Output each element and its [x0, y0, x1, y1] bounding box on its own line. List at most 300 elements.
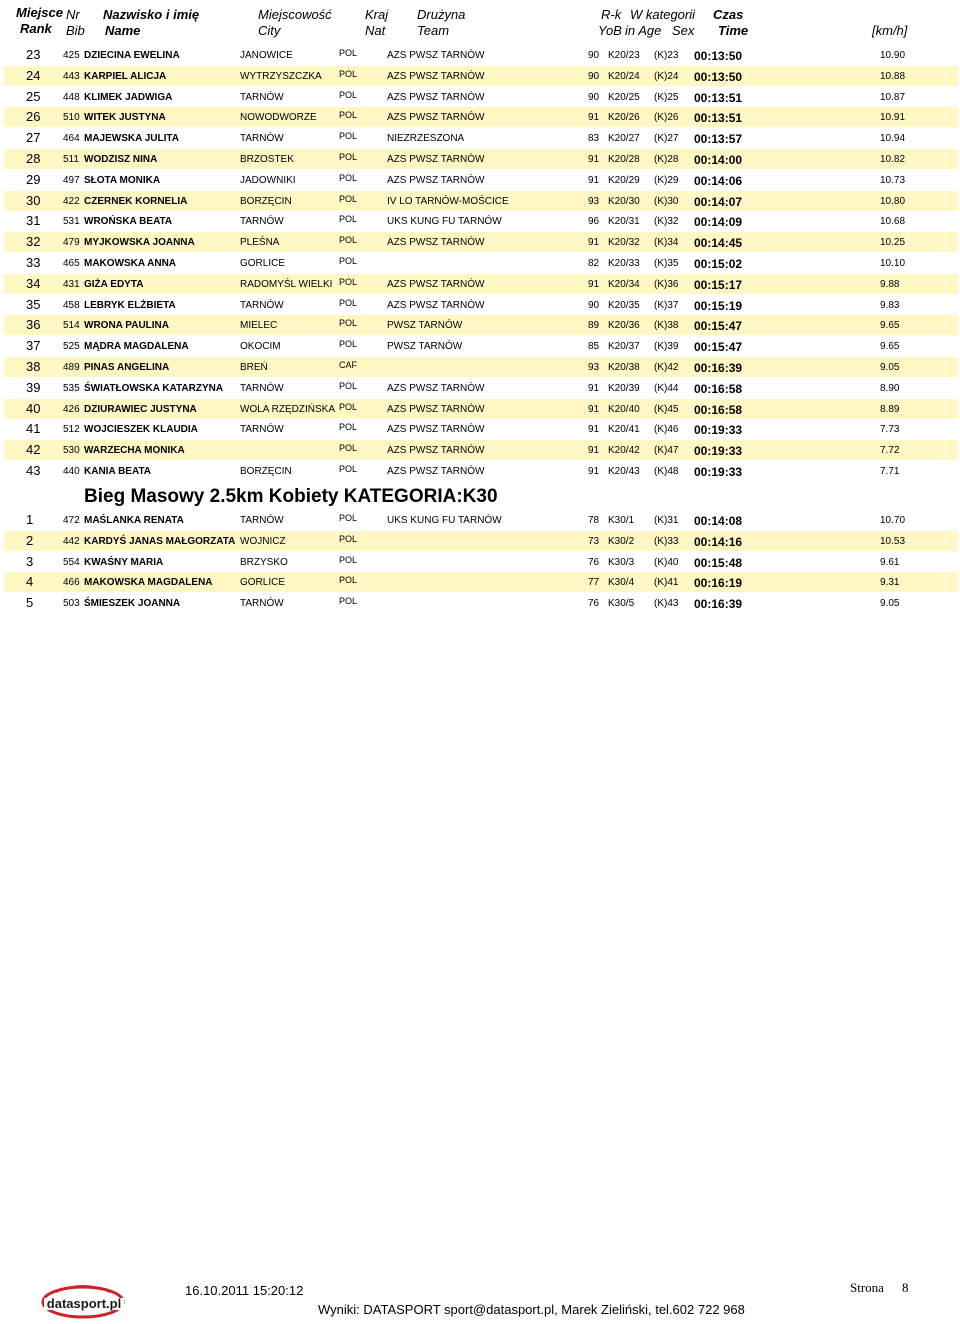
header-bib-en: Bib	[66, 23, 85, 38]
cell-pos: (K)43	[654, 598, 679, 610]
cell-rank: 27	[26, 130, 41, 146]
cell-pos: (K)42	[654, 362, 679, 373]
cell-yob: 90	[588, 50, 600, 61]
header-nat-en: Nat	[365, 23, 386, 38]
cell-yob: 91	[588, 424, 600, 436]
cell-team: AZS PWSZ TARNÓW	[387, 70, 485, 82]
cell-bib: 489	[63, 362, 80, 373]
cell-time: 00:16:39	[694, 361, 743, 375]
cell-time: 00:15:19	[694, 298, 743, 313]
cell-name: CZERNEK KORNELIA	[84, 195, 188, 207]
cell-cat: K30/2	[608, 535, 635, 547]
cell-nat: POL	[339, 443, 358, 454]
cell-time: 00:19:33	[694, 465, 743, 479]
cell-team: AZS PWSZ TARNÓW	[387, 445, 485, 457]
cell-team: AZS PWSZ TARNÓW	[387, 382, 485, 394]
cell-pos: (K)37	[654, 299, 679, 311]
cell-nat: POL	[339, 297, 358, 308]
cell-team: PWSZ TARNÓW	[387, 320, 463, 332]
cell-speed: 10.88	[880, 70, 906, 82]
cell-name: DZIURAWIEC JUSTYNA	[84, 403, 197, 415]
table-row	[4, 378, 958, 398]
cell-yob: 73	[588, 535, 600, 547]
cell-time: 00:13:51	[694, 111, 743, 126]
cell-time: 00:14:08	[694, 514, 743, 528]
cell-nat: POL	[339, 68, 358, 79]
cell-nat: POL	[339, 131, 358, 142]
cell-yob: 91	[588, 278, 600, 290]
cell-speed: 10.53	[880, 535, 906, 547]
cell-bib: 479	[63, 237, 80, 249]
cell-pos: (K)27	[654, 133, 679, 145]
cell-nat: POL	[339, 533, 358, 544]
cell-speed: 9.65	[880, 320, 900, 332]
cell-name: WARZECHA MONIKA	[84, 445, 185, 457]
cell-time: 00:16:58	[694, 381, 743, 396]
table-row	[4, 191, 958, 211]
cell-time: 00:15:47	[694, 319, 743, 334]
cell-team: IV LO TARNÓW-MOŚCICE	[387, 195, 509, 207]
cell-city: WOLA RZĘDZIŃSKA	[240, 403, 336, 415]
cell-rank: 3	[26, 553, 34, 569]
cell-bib: 442	[63, 535, 80, 547]
table-row	[4, 440, 958, 460]
cell-name: KARPIEL ALICJA	[84, 70, 167, 82]
header-city-en: City	[258, 23, 281, 38]
cell-nat: POL	[339, 214, 358, 225]
cell-rank: 2	[26, 532, 34, 548]
cell-pos: (K)28	[654, 154, 679, 165]
cell-pos: (K)35	[654, 258, 679, 269]
cell-cat: K20/36	[608, 320, 640, 332]
cell-speed: 7.71	[880, 466, 900, 477]
header-bib-pl: Nr	[66, 7, 80, 22]
cell-city: WYTRZYSZCZKA	[240, 70, 322, 82]
cell-city: BORZĘCIN	[240, 466, 292, 477]
cell-rank: 23	[26, 47, 41, 62]
cell-city: TARNÓW	[240, 299, 284, 311]
cell-rank: 42	[26, 442, 41, 458]
cell-yob: 76	[588, 598, 600, 610]
cell-cat: K30/3	[608, 556, 635, 568]
cell-yob: 91	[588, 403, 600, 415]
header-city-pl: Miejscowość	[258, 7, 332, 22]
cell-rank: 38	[26, 359, 41, 374]
table-row	[4, 149, 958, 169]
cell-nat: POL	[339, 339, 358, 350]
table-row	[4, 419, 958, 439]
cell-pos: (K)30	[654, 195, 679, 207]
cell-speed: 8.90	[880, 382, 900, 394]
cell-time: 00:14:00	[694, 153, 743, 167]
table-row	[4, 274, 958, 294]
svg-text:datasport.pl: datasport.pl	[46, 1296, 122, 1311]
table-row	[4, 45, 958, 65]
cell-name: ŚMIESZEK JOANNA	[84, 598, 181, 610]
cell-speed: 8.89	[880, 403, 900, 415]
header-team-pl: Drużyna	[417, 7, 466, 22]
cell-cat: K30/4	[608, 577, 635, 589]
cell-nat: POL	[339, 575, 358, 586]
cell-speed: 10.80	[880, 195, 906, 207]
header-cat-en-in: in Age	[625, 23, 662, 38]
cell-name: MAKOWSKA MAGDALENA	[84, 577, 213, 589]
cell-speed: 9.05	[880, 598, 900, 610]
cell-speed: 10.90	[880, 50, 906, 61]
cell-cat: K20/43	[608, 466, 640, 477]
cell-pos: (K)48	[654, 466, 679, 477]
cell-city: TARNÓW	[240, 382, 284, 394]
table-row	[4, 211, 958, 231]
cell-yob: 82	[588, 258, 600, 269]
cell-speed: 9.65	[880, 341, 900, 353]
cell-name: MAKOWSKA ANNA	[84, 258, 177, 269]
cell-pos: (K)45	[654, 403, 679, 415]
cell-cat: K20/24	[608, 70, 640, 82]
cell-team: UKS KUNG FU TARNÓW	[387, 216, 502, 228]
cell-name: LEBRYK ELŻBIETA	[84, 299, 176, 311]
cell-city: GORLICE	[240, 258, 286, 269]
cell-yob: 76	[588, 556, 600, 568]
cell-team: AZS PWSZ TARNÓW	[387, 112, 485, 124]
cell-time: 00:15:47	[694, 340, 743, 355]
cell-yob: 91	[588, 174, 600, 186]
cell-city: JANOWICE	[240, 50, 293, 61]
cell-nat: POL	[339, 48, 358, 58]
cell-pos: (K)24	[654, 70, 679, 82]
cell-city: TARNÓW	[240, 91, 284, 103]
cell-city: BRZOSTEK	[240, 154, 294, 165]
cell-nat: POL	[339, 152, 358, 162]
cell-name: WRONA PAULINA	[84, 320, 169, 332]
cell-bib: 422	[63, 195, 80, 207]
cell-rank: 33	[26, 255, 41, 270]
table-row	[4, 315, 958, 335]
cell-team: UKS KUNG FU TARNÓW	[387, 515, 502, 526]
cell-cat: K20/40	[608, 403, 640, 415]
cell-team: AZS PWSZ TARNÓW	[387, 237, 485, 249]
cell-rank: 5	[26, 595, 34, 611]
cell-speed: 9.83	[880, 299, 900, 311]
header-yob-en: YoB	[598, 23, 622, 38]
datasport-logo	[38, 1282, 128, 1320]
cell-time: 00:16:19	[694, 576, 743, 591]
cell-yob: 91	[588, 466, 600, 477]
cell-bib: 443	[63, 70, 80, 82]
page-label: Strona	[850, 1280, 884, 1295]
cell-team: AZS PWSZ TARNÓW	[387, 466, 485, 477]
column-header	[0, 0, 960, 42]
table-row	[4, 107, 958, 127]
cell-nat: POL	[339, 513, 358, 523]
cell-nat: POL	[339, 464, 358, 474]
cell-rank: 25	[26, 88, 41, 104]
cell-city: BORZĘCIN	[240, 195, 292, 207]
cell-nat: POL	[339, 554, 358, 565]
cell-yob: 91	[588, 445, 600, 457]
table-row	[4, 253, 958, 273]
table-row	[4, 128, 958, 148]
cell-bib: 458	[63, 299, 80, 311]
cell-bib: 497	[63, 174, 80, 186]
cell-rank: 41	[26, 421, 41, 437]
cell-name: WOJCIESZEK KLAUDIA	[84, 424, 198, 436]
cell-name: MĄDRA MAGDALENA	[84, 341, 189, 353]
cell-bib: 554	[63, 556, 80, 568]
cell-name: GIŻA EDYTA	[84, 278, 144, 290]
cell-bib: 425	[63, 50, 80, 61]
cell-speed: 10.10	[880, 258, 906, 269]
cell-cat: K20/26	[608, 112, 640, 124]
cell-rank: 24	[26, 67, 41, 83]
cell-team: AZS PWSZ TARNÓW	[387, 91, 485, 103]
cell-time: 00:19:33	[694, 444, 743, 459]
cell-cat: K30/1	[608, 515, 635, 526]
cell-cat: K20/41	[608, 424, 640, 436]
cell-time: 00:13:51	[694, 90, 743, 105]
table-row	[4, 399, 958, 419]
cell-name: KLIMEK JADWIGA	[84, 91, 173, 103]
cell-bib: 511	[63, 154, 79, 165]
cell-bib: 512	[63, 424, 80, 436]
cell-cat: K20/25	[608, 91, 640, 103]
cell-pos: (K)38	[654, 320, 679, 332]
cell-name: WODZISZ NINA	[84, 154, 158, 165]
header-rank-pl: Miejsce	[16, 5, 63, 20]
cell-bib: 535	[63, 382, 80, 394]
cell-yob: 90	[588, 299, 600, 311]
cell-time: 00:14:16	[694, 534, 743, 549]
header-yob-pl: R-k	[601, 7, 622, 22]
cell-bib: 514	[63, 320, 80, 332]
cell-speed: 7.72	[880, 445, 900, 457]
cell-team: AZS PWSZ TARNÓW	[387, 424, 485, 436]
cell-pos: (K)34	[654, 237, 679, 249]
table-row	[4, 531, 958, 551]
cell-nat: POL	[339, 401, 358, 412]
cell-time: 00:15:17	[694, 277, 743, 292]
cell-cat: K20/34	[608, 278, 640, 290]
cell-team: NIEZRZESZONA	[387, 133, 465, 145]
cell-nat: POL	[339, 380, 358, 391]
cell-speed: 9.88	[880, 278, 900, 290]
cell-nat: POL	[339, 596, 358, 607]
cell-cat: K20/29	[608, 174, 640, 186]
cell-cat: K20/31	[608, 216, 640, 228]
cell-city: RADOMYŚL WIELKI	[240, 278, 333, 290]
cell-pos: (K)31	[654, 515, 679, 526]
cell-cat: K20/32	[608, 237, 640, 249]
cell-rank: 43	[26, 463, 41, 478]
table-row	[4, 357, 958, 377]
table-row	[4, 552, 958, 572]
cell-time: 00:14:45	[694, 236, 743, 251]
cell-rank: 26	[26, 109, 41, 125]
cell-nat: POL	[339, 422, 358, 433]
cell-pos: (K)25	[654, 91, 679, 103]
table-row	[4, 336, 958, 356]
cell-yob: 91	[588, 382, 600, 394]
cell-nat: POL	[339, 193, 358, 204]
cell-pos: (K)40	[654, 556, 679, 568]
cell-rank: 37	[26, 338, 41, 354]
cell-yob: 83	[588, 133, 600, 145]
cell-nat: POL	[339, 110, 358, 121]
cell-nat: CAF	[339, 360, 357, 370]
cell-rank: 30	[26, 192, 41, 208]
cell-cat: K30/5	[608, 598, 635, 610]
cell-pos: (K)44	[654, 382, 679, 394]
cell-pos: (K)39	[654, 341, 679, 353]
cell-speed: 10.70	[880, 515, 906, 526]
header-team-en: Team	[417, 23, 450, 38]
cell-cat: K20/30	[608, 195, 640, 207]
table-row	[4, 87, 958, 107]
cell-rank: 40	[26, 400, 41, 416]
cell-name: MAŚLANKA RENATA	[84, 515, 184, 526]
cell-cat: K20/42	[608, 445, 640, 457]
cell-cat: K20/23	[608, 50, 640, 61]
cell-bib: 503	[63, 598, 80, 610]
cell-pos: (K)47	[654, 445, 679, 457]
cell-rank: 28	[26, 151, 41, 166]
cell-name: MAJEWSKA JULITA	[84, 133, 179, 145]
cell-time: 00:13:50	[694, 49, 743, 63]
cell-pos: (K)46	[654, 424, 679, 436]
cell-speed: 9.31	[880, 577, 900, 589]
cell-nat: POL	[339, 276, 358, 287]
header-cat-en-sex: Sex	[672, 23, 695, 38]
cell-rank: 36	[26, 317, 41, 333]
cell-yob: 78	[588, 515, 600, 526]
cell-cat: K20/28	[608, 154, 640, 165]
cell-city: TARNÓW	[240, 598, 284, 610]
cell-yob: 96	[588, 216, 600, 228]
cell-city: OKOCIM	[240, 341, 281, 353]
cell-cat: K20/39	[608, 382, 640, 394]
cell-yob: 91	[588, 112, 600, 124]
cell-cat: K20/37	[608, 341, 640, 353]
cell-city: TARNÓW	[240, 424, 284, 436]
cell-bib: 525	[63, 341, 80, 353]
cell-time: 00:14:07	[694, 194, 743, 209]
cell-pos: (K)33	[654, 535, 679, 547]
cell-name: PINAS ANGELINA	[84, 362, 170, 373]
cell-bib: 530	[63, 445, 80, 457]
cell-team: AZS PWSZ TARNÓW	[387, 403, 485, 415]
cell-speed: 10.68	[880, 216, 906, 228]
cell-bib: 510	[63, 112, 80, 124]
cell-city: NOWODWORZE	[240, 112, 317, 124]
cell-rank: 1	[26, 512, 34, 527]
cell-bib: 464	[63, 133, 80, 145]
cell-yob: 77	[588, 577, 600, 589]
cell-pos: (K)23	[654, 50, 679, 61]
cell-name: KARDYŚ JANAS MAŁGORZATA	[84, 535, 236, 547]
cell-name: MYJKOWSKA JOANNA	[84, 237, 195, 249]
cell-pos: (K)41	[654, 577, 679, 589]
cell-city: TARNÓW	[240, 133, 284, 145]
cell-city: TARNÓW	[240, 515, 284, 526]
cell-pos: (K)26	[654, 112, 679, 124]
table-row	[4, 170, 958, 190]
cell-speed: 10.94	[880, 133, 906, 145]
cell-bib: 426	[63, 403, 80, 415]
cell-time: 00:14:06	[694, 173, 743, 188]
header-rank-en: Rank	[20, 21, 52, 36]
cell-yob: 89	[588, 320, 600, 332]
cell-bib: 431	[63, 278, 80, 290]
cell-city: BREŃ	[240, 362, 268, 373]
cell-team: AZS PWSZ TARNÓW	[387, 299, 485, 311]
footer-date: 16.10.2011 15:20:12	[185, 1283, 304, 1298]
cell-time: 00:15:48	[694, 555, 743, 570]
cell-bib: 465	[63, 258, 80, 269]
cell-yob: 91	[588, 237, 600, 249]
cell-city: TARNÓW	[240, 216, 284, 228]
cell-team: AZS PWSZ TARNÓW	[387, 174, 485, 186]
cell-city: WOJNICZ	[240, 535, 286, 547]
cell-time: 00:13:50	[694, 69, 743, 84]
cell-name: DZIECINA EWELINA	[84, 50, 180, 61]
cell-speed: 9.61	[880, 556, 900, 568]
cell-nat: POL	[339, 256, 358, 266]
cell-team: AZS PWSZ TARNÓW	[387, 50, 485, 61]
page-indicator	[850, 1280, 908, 1296]
cell-yob: 90	[588, 91, 600, 103]
cell-time: 00:16:58	[694, 402, 743, 417]
cell-yob: 90	[588, 70, 600, 82]
cell-bib: 440	[63, 466, 80, 477]
table-row	[4, 461, 958, 481]
cell-cat: K20/35	[608, 299, 640, 311]
cell-rank: 31	[26, 213, 41, 229]
cell-city: MIELEC	[240, 320, 278, 332]
cell-bib: 472	[63, 515, 80, 526]
table-row	[4, 232, 958, 252]
cell-city: GORLICE	[240, 577, 286, 589]
cell-name: SŁOTA MONIKA	[84, 174, 161, 186]
cell-pos: (K)36	[654, 278, 679, 290]
cell-nat: POL	[339, 318, 358, 329]
cell-yob: 91	[588, 154, 600, 165]
cell-nat: POL	[339, 89, 358, 100]
header-time-en: Time	[718, 23, 749, 38]
header-cat-pl: W kategorii	[630, 7, 696, 22]
header-name-en: Name	[105, 23, 141, 38]
section-title-k30: Bieg Masowy 2.5km Kobiety KATEGORIA:K30	[84, 486, 498, 507]
table-row	[4, 510, 958, 530]
cell-rank: 34	[26, 275, 41, 291]
table-row	[4, 295, 958, 315]
cell-rank: 39	[26, 379, 41, 395]
cell-rank: 35	[26, 296, 41, 312]
table-row	[4, 572, 958, 592]
cell-name: KANIA BEATA	[84, 466, 152, 477]
cell-nat: POL	[339, 172, 358, 183]
cell-team: AZS PWSZ TARNÓW	[387, 154, 485, 165]
cell-name: WITEK JUSTYNA	[84, 112, 166, 124]
cell-city: BRZYSKO	[240, 556, 288, 568]
cell-rank: 29	[26, 171, 41, 187]
cell-bib: 531	[63, 216, 80, 228]
table-row	[4, 66, 958, 86]
page-number: 8	[901, 1280, 909, 1295]
cell-name: KWAŚNY MARIA	[84, 556, 164, 568]
cell-yob: 93	[588, 362, 600, 373]
cell-speed: 10.91	[880, 112, 906, 124]
cell-yob: 93	[588, 195, 600, 207]
